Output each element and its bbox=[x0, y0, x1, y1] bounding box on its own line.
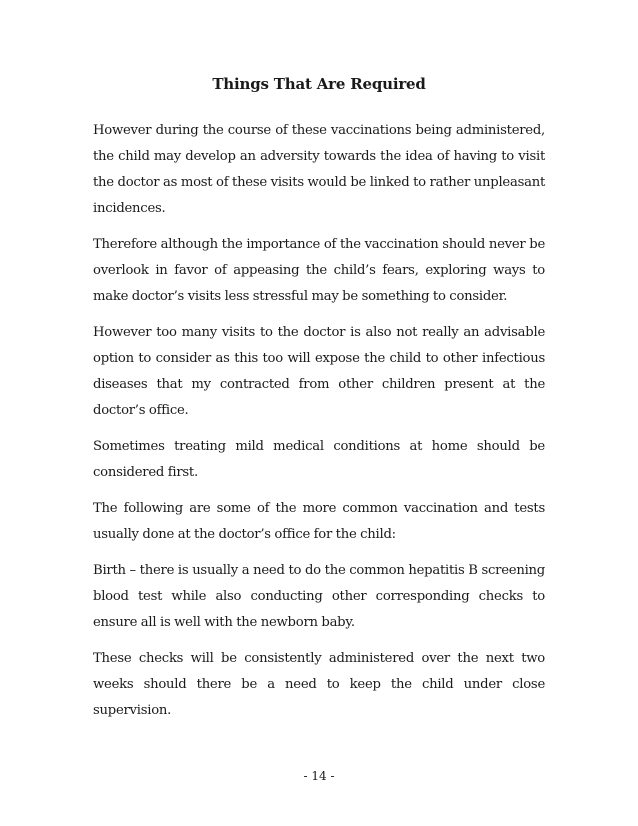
body-text bbox=[93, 118, 545, 734]
page-title: Things That Are Required bbox=[212, 75, 426, 93]
paragraph-4: Sometimes treating mild medical conditions at home should be considered first. bbox=[93, 439, 545, 480]
paragraph-6: Birth – there is usually a need to do the common hepatitis B screening blood test while also conducting other corresponding checks to ensure all is well with the newborn baby. bbox=[93, 563, 545, 630]
paragraph-5: The following are some of the more common vaccination and tests usually done at the doctor’s office for the child: bbox=[93, 501, 545, 542]
paragraph-1: However during the course of these vaccinations being administered, the child may develop an adversity towards the idea of having to visit the doctor as most of these visits would be linked to rather unpleasant incidences. bbox=[93, 123, 545, 216]
paragraph-3: However too many visits to the doctor is also not really an advisable option to consider as this too will expose the child to other infectious diseases that my contracted from other children present at the doctor’s office. bbox=[93, 325, 545, 418]
paragraph-2: Therefore although the importance of the vaccination should never be overlook in favor of appeasing the child’s fears, exploring ways to make doctor’s visits less stressful may be something to consider. bbox=[93, 237, 545, 304]
paragraph-7: These checks will be consistently administered over the next two weeks should there be a need to keep the child under close supervision. bbox=[93, 651, 545, 718]
page-number: - 14 - bbox=[303, 769, 335, 783]
